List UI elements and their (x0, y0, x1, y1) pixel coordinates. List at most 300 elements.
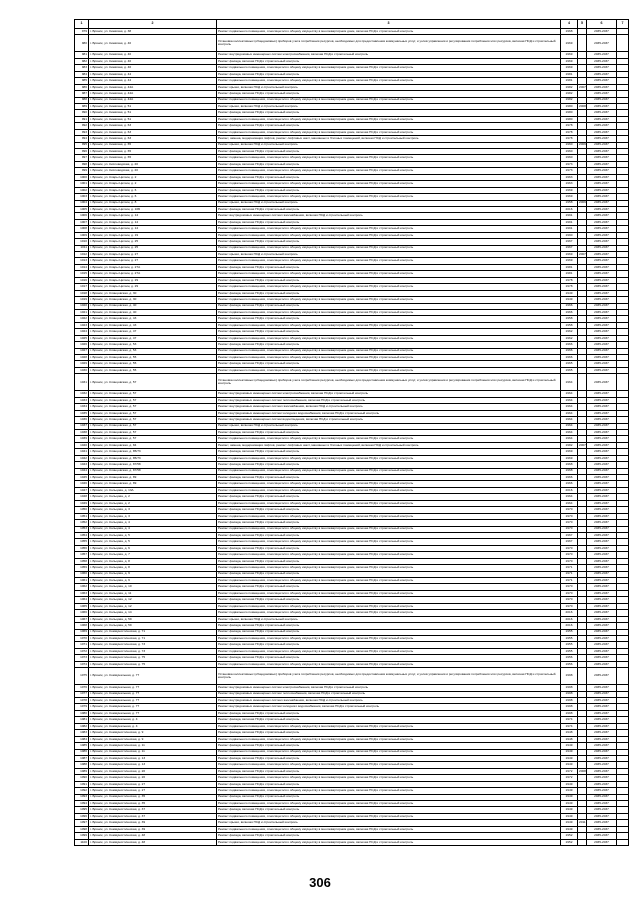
row-number-cell: 1048 (75, 494, 89, 500)
commission-year-cell: 1970 (561, 520, 578, 526)
planned-period-cell: 2035-2037 (587, 730, 617, 736)
commission-year-cell: 1998 (561, 710, 578, 716)
address-cell: г. Брянск, ул. Кольцова, д. 5 (89, 532, 217, 538)
row-number-cell: 1017 (75, 284, 89, 290)
work-type-cell: Ремонт внутридомовых инженерных систем холодного водоснабжения, включая ПСД и строительный контроль (217, 410, 561, 416)
row-number-cell: 1081 (75, 717, 89, 723)
planned-period-cell: 2035-2037 (587, 206, 617, 212)
commission-year-cell: 1971 (561, 578, 578, 584)
planned-period-cell: 2035-2037 (587, 487, 617, 493)
address-cell: г. Брянск, ул. Клары Цеткин, д. 6 (89, 194, 217, 200)
row-number-cell: 1089 (75, 768, 89, 774)
planned-period-cell: 2035-2037 (587, 136, 617, 142)
planned-period-cell: 2035-2037 (587, 668, 617, 685)
work-type-cell: Ремонт подвального помещения, относящегося к общему имуществу в многоквартирном доме, включая ПСД и строительный контроль (217, 539, 561, 545)
planned-period-cell: 2035-2037 (587, 648, 617, 654)
planned-period-cell: 2035-2037 (587, 794, 617, 800)
address-cell: г. Брянск, ул. Клинцовская, д. 57 (89, 429, 217, 435)
row-number-cell: 993 (75, 129, 89, 135)
address-cell: г. Брянск, ул. Коммунистическая, д. 13 (89, 762, 217, 768)
planned-period-cell: 2035-2037 (587, 775, 617, 781)
row-number-cell: 1023 (75, 322, 89, 328)
planned-period-cell: 2035-2037 (587, 558, 617, 564)
row-number-cell: 987 (75, 91, 89, 97)
work-type-cell: Ремонт подвального помещения, относящегося к общему имуществу в многоквартирном доме, включая ПСД и строительный контроль (217, 839, 561, 845)
planned-period-cell: 2035-2037 (587, 116, 617, 122)
planned-period-cell: 2035-2037 (587, 232, 617, 238)
row-number-cell: 1091 (75, 781, 89, 787)
planned-period-cell: 2035-2037 (587, 704, 617, 710)
planned-period-cell: 2035-2037 (587, 839, 617, 845)
last-repair-year-cell: 2009 (578, 142, 587, 148)
row-number-cell: 1034 (75, 404, 89, 410)
planned-period-cell: 2035-2037 (587, 565, 617, 571)
address-cell: г. Брянск, ул. Коммунистическая, д. 9 (89, 736, 217, 742)
row-number-cell: 980 (75, 35, 89, 52)
row-number-cell: 1042 (75, 455, 89, 461)
row-number-cell: 1095 (75, 807, 89, 813)
address-cell: г. Брянск, ул. Кольцова, д. 4 (89, 526, 217, 532)
commission-year-cell: 1965 (561, 361, 578, 367)
commission-year-cell: 1949 (561, 297, 578, 303)
planned-period-cell: 2035-2037 (587, 355, 617, 361)
address-cell: г. Брянск, ул. Коммунистическая, д. 9 (89, 730, 217, 736)
work-type-cell: Ремонт фасада, включая ПСД и строительный контроль (217, 316, 561, 322)
planned-period-cell: 2035-2037 (587, 833, 617, 839)
commission-year-cell: 1964 (561, 429, 578, 435)
last-repair-year-cell (578, 839, 587, 845)
row-number-cell: 1077 (75, 691, 89, 697)
planned-period-cell: 2035-2037 (587, 35, 617, 52)
row-number-cell: 1022 (75, 316, 89, 322)
address-cell: г. Брянск, ул. Клары Цеткин, д. 29 (89, 277, 217, 283)
address-cell: г. Брянск, ул. Клинцовская, д. 53 (89, 348, 217, 354)
address-cell: г. Брянск, ул. Клинцовская, д. 89 (89, 481, 217, 487)
planned-period-cell: 2035-2037 (587, 110, 617, 116)
address-cell: г. Брянск, ул. Кольцова, д. 59 (89, 623, 217, 629)
commission-year-cell: 1970 (561, 597, 578, 603)
address-cell: г. Брянск, ул. Кольцова, д. 13А (89, 487, 217, 493)
row-number-cell: 1010 (75, 239, 89, 245)
address-cell: г. Брянск, ул. Киевская, д. 44А (89, 97, 217, 103)
work-type-cell: Ремонт подвального помещения, относящегося к общему имуществу в многоквартирном доме, включая ПСД и строительный контроль (217, 481, 561, 487)
row-number-cell: 990 (75, 110, 89, 116)
row-number-cell: 982 (75, 58, 89, 64)
row-number-cell: 1100 (75, 839, 89, 845)
address-cell: г. Брянск, ул. Клары Цеткин, д. 14 (89, 213, 217, 219)
planned-period-cell: 2035-2037 (587, 749, 617, 755)
work-type-cell: Ремонт подвального помещения, относящегося к общему имуществу в многоквартирном доме, включая ПСД и строительный контроль (217, 226, 561, 232)
row-number-cell: 1052 (75, 520, 89, 526)
work-type-cell: Ремонт подвального помещения, относящегося к общему имуществу в многоквартирном доме, включая ПСД и строительный контроль (217, 271, 561, 277)
commission-year-cell: 1998 (561, 685, 578, 691)
commission-year-cell: 1963 (561, 181, 578, 187)
row-number-cell: 1066 (75, 610, 89, 616)
address-cell: г. Брянск, ул. Киевская, д. 38 (89, 29, 217, 35)
header-cell: 2 (89, 20, 217, 29)
commission-year-cell: 1949 (561, 290, 578, 296)
planned-period-cell: 2035-2037 (587, 277, 617, 283)
commission-year-cell: 1958 (561, 200, 578, 206)
planned-period-cell: 2035-2037 (587, 374, 617, 391)
row-number-cell: 1058 (75, 558, 89, 564)
row-number-cell: 988 (75, 97, 89, 103)
address-cell: г. Брянск, ул. Клинцовская, д. 85/73 (89, 455, 217, 461)
commission-year-cell: 1978 (561, 277, 578, 283)
row-number-cell: 1083 (75, 730, 89, 736)
commission-year-cell: 1965 (561, 367, 578, 373)
address-cell: г. Брянск, ул. Коммунистическая, д. 27 (89, 781, 217, 787)
planned-period-cell: 2035-2037 (587, 239, 617, 245)
address-cell: г. Брянск, ул. Клинцовская, д. 57 (89, 423, 217, 429)
address-cell: г. Брянск, ул. Коммунальная, д. 77 (89, 668, 217, 685)
commission-year-cell: 1949 (561, 749, 578, 755)
commission-year-cell: 1981 (561, 78, 578, 84)
commission-year-cell: 1964 (561, 404, 578, 410)
empty-cell (617, 839, 629, 845)
row-number-cell: 1056 (75, 545, 89, 551)
address-cell: г. Брянск, ул. Клары Цеткин, д. 14 (89, 219, 217, 225)
work-type-cell: Ремонт подвального помещения, относящегося к общему имуществу в многоквартирном доме, включая ПСД и строительный контроль (217, 335, 561, 341)
commission-year-cell: 1963 (561, 174, 578, 180)
work-type-cell: Ремонт подвального помещения, относящегося к общему имуществу в многоквартирном доме, включая ПСД и строительный контроль (217, 635, 561, 641)
work-type-cell: Ремонт крыши, включая ПСД и строительный контроль (217, 252, 561, 258)
commission-year-cell: 1970 (561, 552, 578, 558)
work-type-cell: Ремонт подвального помещения, относящегося к общему имуществу в многоквартирном доме, включая ПСД и строительный контроль (217, 513, 561, 519)
planned-period-cell: 2035-2037 (587, 520, 617, 526)
commission-year-cell: 1972 (561, 775, 578, 781)
row-number-cell: 1027 (75, 348, 89, 354)
address-cell: г. Брянск, ул. Клинцовская, д. 85/73 (89, 449, 217, 455)
last-repair-year-cell: 2007 (578, 84, 587, 90)
work-type-cell: Ремонт фасада, включая ПСД и строительный контроль (217, 290, 561, 296)
planned-period-cell: 2035-2037 (587, 442, 617, 448)
row-number-cell: 1028 (75, 355, 89, 361)
planned-period-cell: 2035-2037 (587, 181, 617, 187)
planned-period-cell: 2035-2037 (587, 397, 617, 403)
planned-period-cell: 2035-2037 (587, 462, 617, 468)
planned-period-cell: 2035-2037 (587, 807, 617, 813)
row-number-cell: 1026 (75, 342, 89, 348)
work-type-cell: Ремонт крыши, включая ПСД и строительный контроль (217, 200, 561, 206)
planned-period-cell: 2035-2037 (587, 29, 617, 35)
address-cell: г. Брянск, ул. Киевская, д. 44А (89, 91, 217, 97)
planned-period-cell: 2035-2037 (587, 219, 617, 225)
address-cell: г. Брянск, ул. Кольцова, д. 3 (89, 513, 217, 519)
planned-period-cell: 2035-2037 (587, 494, 617, 500)
work-type-cell: Ремонт фасада, включая ПСД и строительный контроль (217, 717, 561, 723)
commission-year-cell: 1972 (561, 768, 578, 774)
address-cell: г. Брянск, ул. Клары Цеткин, д. 2 (89, 174, 217, 180)
work-type-cell: Ремонт подвального помещения, относящегося к общему имуществу в многоквартирном доме, включая ПСД и строительный контроль (217, 590, 561, 596)
work-type-cell: Ремонт подвального помещения, относящегося к общему имуществу в многоквартирном доме, включая ПСД и строительный контроль (217, 723, 561, 729)
address-cell: г. Брянск, ул. Коммунистическая, д. 13 (89, 755, 217, 761)
commission-year-cell: 1991 (561, 219, 578, 225)
address-cell: г. Брянск, ул. Клинцовская, д. 87/58 (89, 462, 217, 468)
commission-year-cell: 1966 (561, 355, 578, 361)
row-number-cell: 1045 (75, 475, 89, 481)
row-number-cell: 1088 (75, 762, 89, 768)
commission-year-cell: 1969 (561, 65, 578, 71)
work-type-cell: Ремонт подвального помещения, относящегося к общему имуществу в многоквартирном доме, включая ПСД и строительный контроль (217, 322, 561, 328)
address-cell: г. Брянск, ул. Кольцова, д. 4 (89, 520, 217, 526)
address-cell: г. Брянск, ул. Коммунистическая, д. 27 (89, 788, 217, 794)
planned-period-cell: 2035-2037 (587, 297, 617, 303)
commission-year-cell: 2016 (561, 487, 578, 493)
work-type-cell: Ремонт подвального помещения, относящегося к общему имуществу в многоквартирном доме, включая ПСД и строительный контроль (217, 736, 561, 742)
last-repair-year-cell: 2009 (578, 200, 587, 206)
commission-year-cell: 1971 (561, 565, 578, 571)
work-type-cell: Ремонт подвального помещения, относящегося к общему имуществу в многоквартирном доме, включая ПСД и строительный контроль (217, 455, 561, 461)
address-cell: г. Брянск, ул. Коммунальная, д. 77 (89, 698, 217, 704)
planned-period-cell: 2035-2037 (587, 755, 617, 761)
work-type-cell: Ремонт фасада, включая ПСД и строительный контроль (217, 794, 561, 800)
work-type-cell: Ремонт фасада, включая ПСД и строительный контроль (217, 342, 561, 348)
commission-year-cell: 1967 (561, 239, 578, 245)
row-number-cell: 1024 (75, 329, 89, 335)
commission-year-cell: 1966 (561, 342, 578, 348)
planned-period-cell: 2035-2037 (587, 155, 617, 161)
work-type-cell: Ремонт фасада, включая ПСД и строительный контроль (217, 655, 561, 661)
work-type-cell: Ремонт крыши, включая ПСД и строительный контроль (217, 423, 561, 429)
address-cell: г. Брянск, ул. Клары Цеткин, д. 14 (89, 226, 217, 232)
commission-year-cell: 1998 (561, 668, 578, 685)
planned-period-cell: 2035-2037 (587, 84, 617, 90)
planned-period-cell: 2035-2037 (587, 743, 617, 749)
address-cell: г. Брянск, ул. Кольцова, д. 11 (89, 590, 217, 596)
planned-period-cell: 2035-2037 (587, 52, 617, 58)
commission-year-cell: 1968 (561, 29, 578, 35)
planned-period-cell: 2035-2037 (587, 481, 617, 487)
page-number: 306 (309, 875, 331, 890)
work-type-cell: Ремонт фасада, включая ПСД и строительный контроль (217, 71, 561, 77)
commission-year-cell: 1969 (561, 252, 578, 258)
row-number-cell: 1041 (75, 449, 89, 455)
row-number-cell: 1073 (75, 655, 89, 661)
planned-period-cell: 2035-2037 (587, 635, 617, 641)
address-cell: г. Брянск, ул. Киевская, д. 40 (89, 52, 217, 58)
address-cell: г. Брянск, ул. Клинцовская, д. 57 (89, 374, 217, 391)
commission-year-cell: 1964 (561, 374, 578, 391)
address-cell: г. Брянск, ул. Коммунистическая, д. 37 (89, 813, 217, 819)
register-table (74, 19, 629, 846)
planned-period-cell: 2035-2037 (587, 316, 617, 322)
planned-period-cell: 2035-2037 (587, 436, 617, 442)
row-number-cell: 998 (75, 161, 89, 167)
planned-period-cell: 2035-2037 (587, 571, 617, 577)
row-number-cell: 1006 (75, 213, 89, 219)
planned-period-cell: 2035-2037 (587, 404, 617, 410)
address-cell: г. Брянск, ул. Клары Цеткин, д. 27А (89, 271, 217, 277)
address-cell: г. Брянск, ул. Коммунистическая, д. 11 (89, 743, 217, 749)
work-type-cell: Ремонт фасада, включая ПСД и строительный контроль (217, 833, 561, 839)
row-number-cell: 1013 (75, 258, 89, 264)
commission-year-cell: 1971 (561, 571, 578, 577)
planned-period-cell: 2035-2037 (587, 826, 617, 832)
commission-year-cell: 1998 (561, 698, 578, 704)
address-cell: г. Брянск, ул. Киевская, д. 63 (89, 123, 217, 129)
work-type-cell: Ремонт фасада, включая ПСД и строительный контроль (217, 91, 561, 97)
row-number-cell: 1009 (75, 232, 89, 238)
commission-year-cell: 1948 (561, 730, 578, 736)
row-number-cell: 1057 (75, 552, 89, 558)
address-cell: г. Брянск, ул. Коммунистическая, д. 39 (89, 826, 217, 832)
commission-year-cell: 1969 (561, 455, 578, 461)
planned-period-cell: 2035-2037 (587, 142, 617, 148)
work-type-cell: Ремонт фасада, включая ПСД и строительный контроль (217, 597, 561, 603)
planned-period-cell: 2035-2037 (587, 123, 617, 129)
address-cell: г. Брянск, ул. Киевская, д. 44 (89, 78, 217, 84)
work-type-cell: Ремонт фасада, включая ПСД и строительный контроль (217, 743, 561, 749)
work-type-cell: Ремонт подвального помещения, относящегося к общему имуществу в многоквартирном доме, включая ПСД и строительный контроль (217, 661, 561, 667)
planned-period-cell: 2035-2037 (587, 361, 617, 367)
work-type-cell: Ремонт фасада, включая ПСД и строительный контроль (217, 475, 561, 481)
commission-year-cell: 2016 (561, 610, 578, 616)
commission-year-cell: 1964 (561, 417, 578, 423)
work-type-cell: Ремонт подвального помещения, относящегося к общему имуществу в многоквартирном доме, включая ПСД и строительный контроль (217, 65, 561, 71)
planned-period-cell: 2035-2037 (587, 610, 617, 616)
row-number-cell: 1005 (75, 206, 89, 212)
work-type-cell: Ремонт фасада, включая ПСД и строительный контроль (217, 545, 561, 551)
row-number-cell: 1012 (75, 252, 89, 258)
address-cell: г. Брянск, ул. Коммунистическая, д. 73 (89, 648, 217, 654)
address-cell: г. Брянск, ул. Клинцовская, д. 47 (89, 335, 217, 341)
row-number-cell: 1065 (75, 603, 89, 609)
address-cell: г. Брянск, ул. Клинцовская, д. 43 (89, 322, 217, 328)
address-cell: г. Брянск, ул. Коммунальная, д. 4 (89, 717, 217, 723)
row-number-cell: 1063 (75, 590, 89, 596)
address-cell: г. Брянск, ул. Клинцовская, д. 57 (89, 391, 217, 397)
row-number-cell: 983 (75, 65, 89, 71)
row-number-cell: 1053 (75, 526, 89, 532)
work-type-cell: Ремонт фасада, включая ПСД и строительный контроль (217, 219, 561, 225)
work-type-cell: Ремонт фасада, включая ПСД и строительный контроль (217, 58, 561, 64)
address-cell: г. Брянск, ул. Киевская, д. 63 (89, 129, 217, 135)
commission-year-cell: 1970 (561, 545, 578, 551)
work-type-cell: Ремонт подвального помещения, относящегося к общему имуществу в многоквартирном доме, включая ПСД и строительный контроль (217, 78, 561, 84)
commission-year-cell: 1964 (561, 436, 578, 442)
row-number-cell: 1072 (75, 648, 89, 654)
address-cell: г. Брянск, ул. Клинцовская, д. 55 (89, 367, 217, 373)
address-cell: г. Брянск, ул. Кольцова, д. 9 (89, 571, 217, 577)
planned-period-cell: 2035-2037 (587, 429, 617, 435)
commission-year-cell: 1969 (561, 52, 578, 58)
commission-year-cell: 1980 (561, 103, 578, 109)
planned-period-cell: 2035-2037 (587, 781, 617, 787)
commission-year-cell: 1990 (561, 232, 578, 238)
commission-year-cell: 1974 (561, 717, 578, 723)
row-number-cell: 1075 (75, 668, 89, 685)
row-number-cell: 989 (75, 103, 89, 109)
address-cell: г. Брянск, ул. Киевская, д. 51 (89, 103, 217, 109)
work-type-cell: Ремонт подвального помещения, относящегося к общему имуществу в многоквартирном доме, включая ПСД и строительный контроль (217, 552, 561, 558)
planned-period-cell: 2035-2037 (587, 539, 617, 545)
empty-cell (617, 374, 629, 391)
address-cell: г. Брянск, ул. Кольцова, д. 12 (89, 603, 217, 609)
planned-period-cell: 2035-2037 (587, 194, 617, 200)
commission-year-cell: 1960 (561, 155, 578, 161)
work-type-cell: Ремонт подвального помещения, относящегося к общему имуществу в многоквартирном доме, включая ПСД и строительный контроль (217, 603, 561, 609)
work-type-cell: Ремонт фасада, включая ПСД и строительный контроль (217, 329, 561, 335)
row-number-cell: 1094 (75, 801, 89, 807)
row-number-cell: 1093 (75, 794, 89, 800)
planned-period-cell: 2035-2037 (587, 513, 617, 519)
row-number-cell: 994 (75, 136, 89, 142)
planned-period-cell: 2035-2037 (587, 322, 617, 328)
work-type-cell: Ремонт подвального помещения, относящегося к общему имуществу в многоквартирном доме, включая ПСД и строительный контроль (217, 129, 561, 135)
commission-year-cell: 1962 (561, 329, 578, 335)
work-type-cell: Ремонт подвального помещения, относящегося к общему имуществу в многоквартирном доме, включая ПСД и строительный контроль (217, 245, 561, 251)
row-number-cell: 1064 (75, 597, 89, 603)
commission-year-cell: 1955 (561, 642, 578, 648)
commission-year-cell: 1949 (561, 826, 578, 832)
row-number-cell: 1033 (75, 397, 89, 403)
row-number-cell: 1035 (75, 410, 89, 416)
address-cell: г. Брянск, ул. Клинцовская, д. 57 (89, 397, 217, 403)
planned-period-cell: 2035-2037 (587, 584, 617, 590)
work-type-cell: Ремонт, замена, модернизация лифтов, ремонт лифтовых шахт, машинных и блочных помещений, включая ПСД и строительный контроль (217, 442, 561, 448)
address-cell: г. Брянск, ул. Коммунистическая, д. 20 (89, 768, 217, 774)
row-number-cell: 1025 (75, 335, 89, 341)
address-cell: г. Брянск, ул. Кольцова, д. 3 (89, 507, 217, 513)
address-cell: г. Брянск, ул. Коммунистическая, д. 71 (89, 635, 217, 641)
address-cell: г. Брянск, ул. Киевская, д. 63 (89, 136, 217, 142)
commission-year-cell: 1978 (561, 123, 578, 129)
row-number-cell: 1061 (75, 578, 89, 584)
address-cell: г. Брянск, ул. Кольцова, д. 8 (89, 558, 217, 564)
row-number-cell: 1051 (75, 513, 89, 519)
row-number-cell: 1096 (75, 813, 89, 819)
address-cell: г. Брянск, ул. Кольцова, д. 59 (89, 616, 217, 622)
work-type-cell: Ремонт подвального помещения, относящегося к общему имуществу в многоквартирном доме, включая ПСД и строительный контроль (217, 309, 561, 315)
work-type-cell: Ремонт подвального помещения, относящегося к общему имуществу в многоквартирном доме, включая ПСД и строительный контроль (217, 297, 561, 303)
row-number-cell: 1099 (75, 833, 89, 839)
address-cell: г. Брянск, ул. Коммунистическая, д. 37 (89, 807, 217, 813)
work-type-cell: Ремонт фасада, включая ПСД и строительный контроль (217, 584, 561, 590)
planned-period-cell: 2035-2037 (587, 342, 617, 348)
planned-period-cell: 2035-2037 (587, 468, 617, 474)
planned-period-cell: 2035-2037 (587, 391, 617, 397)
empty-cell (617, 668, 629, 685)
address-cell: г. Брянск, ул. Киевская, д. 44 (89, 71, 217, 77)
planned-period-cell: 2035-2037 (587, 545, 617, 551)
work-type-cell: Ремонт фасада, включая ПСД и строительный контроль (217, 558, 561, 564)
work-type-cell: Ремонт подвального помещения, относящегося к общему имуществу в многоквартирном доме, включая ПСД и строительный контроль (217, 258, 561, 264)
work-type-cell: Ремонт внутридомовых инженерных систем газоснабжения, включая ПСД и строительный контроль (217, 213, 561, 219)
commission-year-cell: 1973 (561, 168, 578, 174)
commission-year-cell: 1966 (561, 475, 578, 481)
address-cell: г. Брянск, ул. Коммунистическая, д. 48 (89, 839, 217, 845)
commission-year-cell: 1964 (561, 391, 578, 397)
row-number-cell: 1076 (75, 685, 89, 691)
commission-year-cell: 1981 (561, 264, 578, 270)
row-number-cell: 1084 (75, 736, 89, 742)
planned-period-cell: 2035-2037 (587, 801, 617, 807)
work-type-cell: Ремонт подвального помещения, относящегося к общему имуществу в многоквартирном доме, включая ПСД и строительный контроль (217, 762, 561, 768)
row-number-cell: 984 (75, 71, 89, 77)
work-type-cell: Ремонт внутридомовых инженерных систем теплоснабжения, включая ПСД и строительный контроль (217, 691, 561, 697)
planned-period-cell: 2035-2037 (587, 187, 617, 193)
header-cell: 6 (587, 20, 617, 29)
commission-year-cell: 1969 (561, 449, 578, 455)
commission-year-cell: 1967 (561, 245, 578, 251)
row-number-cell: 1059 (75, 565, 89, 571)
work-type-cell: Ремонт фасада, включая ПСД и строительный контроль (217, 174, 561, 180)
address-cell: г. Брянск, ул. Кисловодская, д. 20 (89, 168, 217, 174)
row-number-cell: 979 (75, 29, 89, 35)
commission-year-cell: 2016 (561, 206, 578, 212)
row-number-cell: 1020 (75, 303, 89, 309)
